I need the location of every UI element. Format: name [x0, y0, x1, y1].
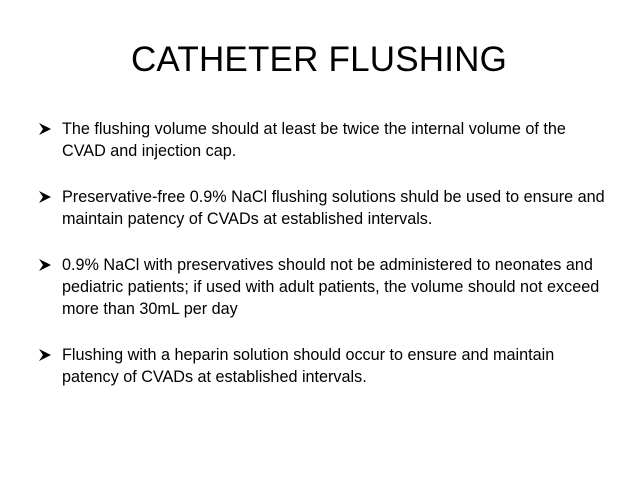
bullet-item [38, 344, 608, 388]
bullet-text: The flushing volume should at least be twice the internal volume of the CVAD and injection cap. [62, 120, 566, 160]
bullet-item [38, 186, 608, 230]
bullet-item [38, 118, 608, 162]
bullet-list [38, 118, 608, 412]
bullet-text: Preservative-free 0.9% NaCl flushing solutions shuld be used to ensure and maintain patency of CVADs at established intervals. [62, 188, 605, 228]
slide-title: CATHETER FLUSHING [130, 40, 508, 79]
bullet-text: Flushing with a heparin solution should occur to ensure and maintain patency of CVADs at established intervals. [62, 346, 555, 386]
bullet-text: 0.9% NaCl with preservatives should not be administered to neonates and pediatric patients; if used with adult patients, the volume should not exceed more than 30mL per day [62, 256, 600, 318]
arrowhead-bullet-icon [38, 258, 52, 272]
arrowhead-bullet-icon [38, 122, 52, 136]
arrowhead-bullet-icon [38, 348, 52, 362]
arrowhead-bullet-icon [38, 190, 52, 204]
bullet-item [38, 254, 608, 320]
